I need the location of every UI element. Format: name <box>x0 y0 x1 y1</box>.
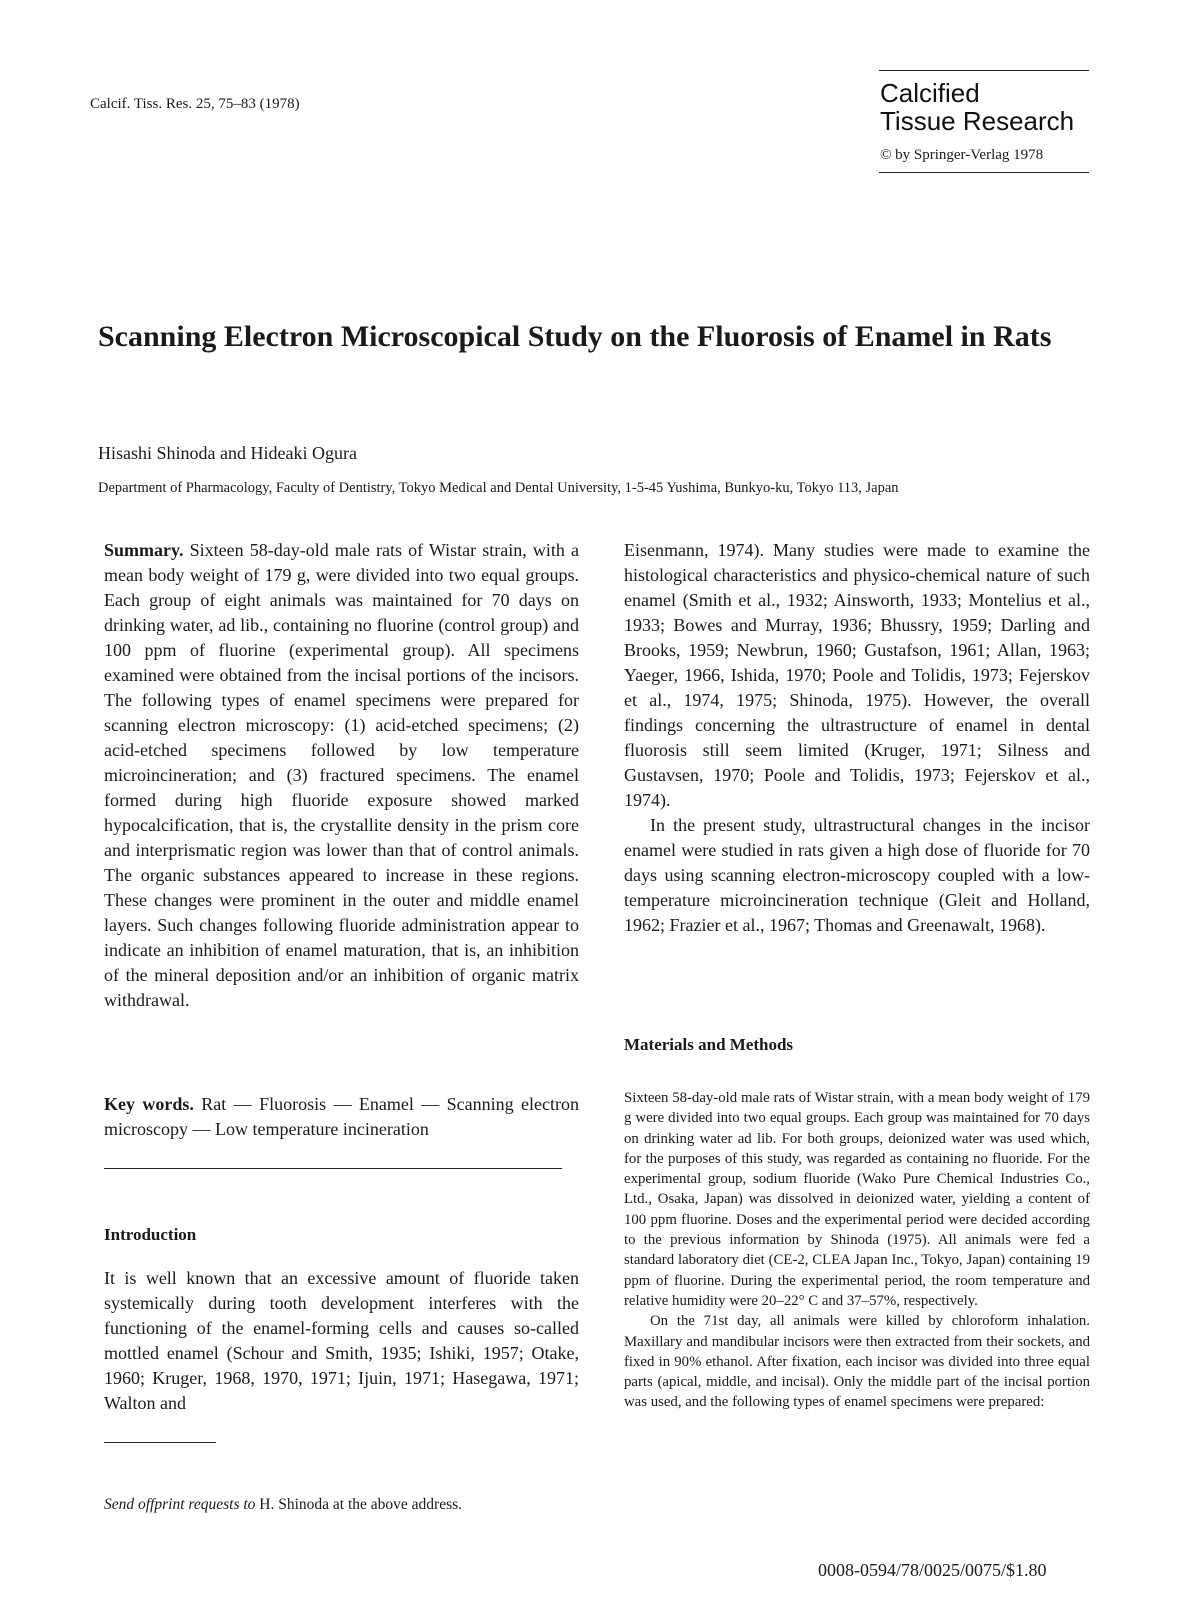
footer-code: 0008-0594/78/0025/0075/$1.80 <box>818 1560 1047 1580</box>
journal-name <box>880 79 1089 135</box>
summary-text: Sixteen 58-day-old male rats of Wistar strain, with a mean body weight of 179 g, were divided into two equal groups. Each group of eight animals was maintained for 70 days on drinking water, ad lib., containing no fluorine (control group) and 100 ppm of fluorine (experimental group). All specimens examined were obtained from the incisal portions of the incisors. The following types of enamel specimens were prepared for scanning electron microscopy: (1) acid-etched specimens; (2) acid-etched specimens followed by low temperature microincineration; and (3) fractured specimens. The enamel formed during high fluoride exposure showed marked hypocalcification, that is, the crystallite density in the prism core and interprismatic region was lower than that of control animals. The organic substances appeared to increase in these regions. These changes were prominent in the outer and middle enamel layers. Such changes following fluoride administration appear to indicate an inhibition of enamel maturation, that is, an inhibition of the mineral deposition and/or an inhibition of organic matrix withdrawal. <box>104 540 579 1010</box>
introduction-paragraph-1-start: It is well known that an excessive amount of fluoride taken systemically during tooth development interferes with the functioning of the enamel-forming cells and causes so-called mottled enamel (Schour and Smith, 1935; Ishiki, 1957; Otake, 1960; Kruger, 1968, 1970, 1971; Ijuin, 1971; Hasegawa, 1971; Walton and <box>104 1268 579 1413</box>
article-title: Scanning Electron Microscopical Study on the Fluorosis of Enamel in Rats <box>98 320 1052 353</box>
journal-box <box>879 70 1089 173</box>
methods-heading: Materials and Methods <box>624 1035 794 1054</box>
summary-paragraph <box>104 538 579 1013</box>
affiliation: Department of Pharmacology, Faculty of Dentistry, Tokyo Medical and Dental University, 1-5-45 Yushima, Bunkyo-ku, Tokyo 113, Japan <box>98 480 899 496</box>
introduction-paragraph-2: In the present study, ultrastructural changes in the incisor enamel were studied in rats given a high dose of fluoride for 70 days using scanning electron-microscopy coupled with a low-temperature microincineration technique (Gleit and Holland, 1962; Frazier et al., 1967; Thomas and Greenawalt, 1968). <box>624 815 1090 935</box>
authors: Hisashi Shinoda and Hideaki Ogura <box>98 443 357 463</box>
journal-name-line1: Calcified <box>880 78 980 108</box>
keywords-text: Rat — Fluorosis — Enamel — Scanning electron microscopy — Low temperature incineration <box>104 1094 579 1139</box>
footnote <box>104 1496 462 1514</box>
introduction-left <box>104 1266 579 1416</box>
introduction-right <box>624 538 1090 938</box>
summary-block <box>104 538 579 1013</box>
journal-name-line2: Tissue Research <box>880 106 1075 136</box>
keywords-paragraph <box>104 1092 579 1142</box>
citation: Calcif. Tiss. Res. 25, 75–83 (1978) <box>90 96 300 112</box>
copyright: © by Springer-Verlag 1978 <box>880 147 1044 163</box>
methods-paragraph-1: Sixteen 58-day-old male rats of Wistar strain, with a mean body weight of 179 g were divided into two equal groups. Each group was maintained for 70 days on drinking water ad lib. For both groups, deionized water was used which, for the purposes of this study, was regarded as containing no fluoride. For the experimental group, sodium fluoride (Wako Pure Chemical Industries Co., Ltd., Osaka, Japan) was dissolved in deionized water, yielding a content of 100 ppm fluorine. Doses and the experimental period were decided according to the previous information by Shinoda (1975). All animals were fed a standard laboratory diet (CE-2, CLEA Japan Inc., Tokyo, Japan) containing 19 ppm of fluorine. During the experimental period, the room temperature and relative humidity were 20–22° C and 37–57%, respectively. <box>624 1090 1090 1309</box>
footnote-italic: Send offprint requests to <box>104 1496 256 1513</box>
methods-body <box>624 1088 1090 1413</box>
footnote-text: H. Shinoda at the above address. <box>255 1496 463 1513</box>
keywords-label: Key words. <box>104 1094 194 1114</box>
introduction-heading: Introduction <box>104 1225 197 1244</box>
summary-label: Summary. <box>104 540 184 560</box>
methods-paragraph-2: On the 71st day, all animals were killed by chloroform inhalation. Maxillary and mandibular incisors were then extracted from their sockets, and fixed in 90% ethanol. After fixation, each incisor was divided into three equal parts (apical, middle, and incisal). Only the middle part of the incisal portion was used, and the following types of enamel specimens were prepared: <box>624 1313 1090 1411</box>
footnote-divider <box>104 1442 216 1443</box>
section-divider <box>104 1168 562 1169</box>
introduction-paragraph-1-end: Eisenmann, 1974). Many studies were made to examine the histological characteristics and physico-chemical nature of such enamel (Smith et al., 1932; Ainsworth, 1933; Montelius et al., 1933; Bowes and Murray, 1936; Bhussry, 1959; Darling and Brooks, 1959; Newbrun, 1960; Gustafson, 1961; Allan, 1963; Yaeger, 1966, Ishida, 1970; Poole and Tolidis, 1973; Fejerskov et al., 1974, 1975; Shinoda, 1975). However, the overall findings concerning the ultrastructure of enamel in dental fluorosis still seem limited (Kruger, 1971; Silness and Gustavsen, 1970; Poole and Tolidis, 1973; Fejerskov et al., 1974). <box>624 540 1090 810</box>
keywords-block <box>104 1092 579 1142</box>
